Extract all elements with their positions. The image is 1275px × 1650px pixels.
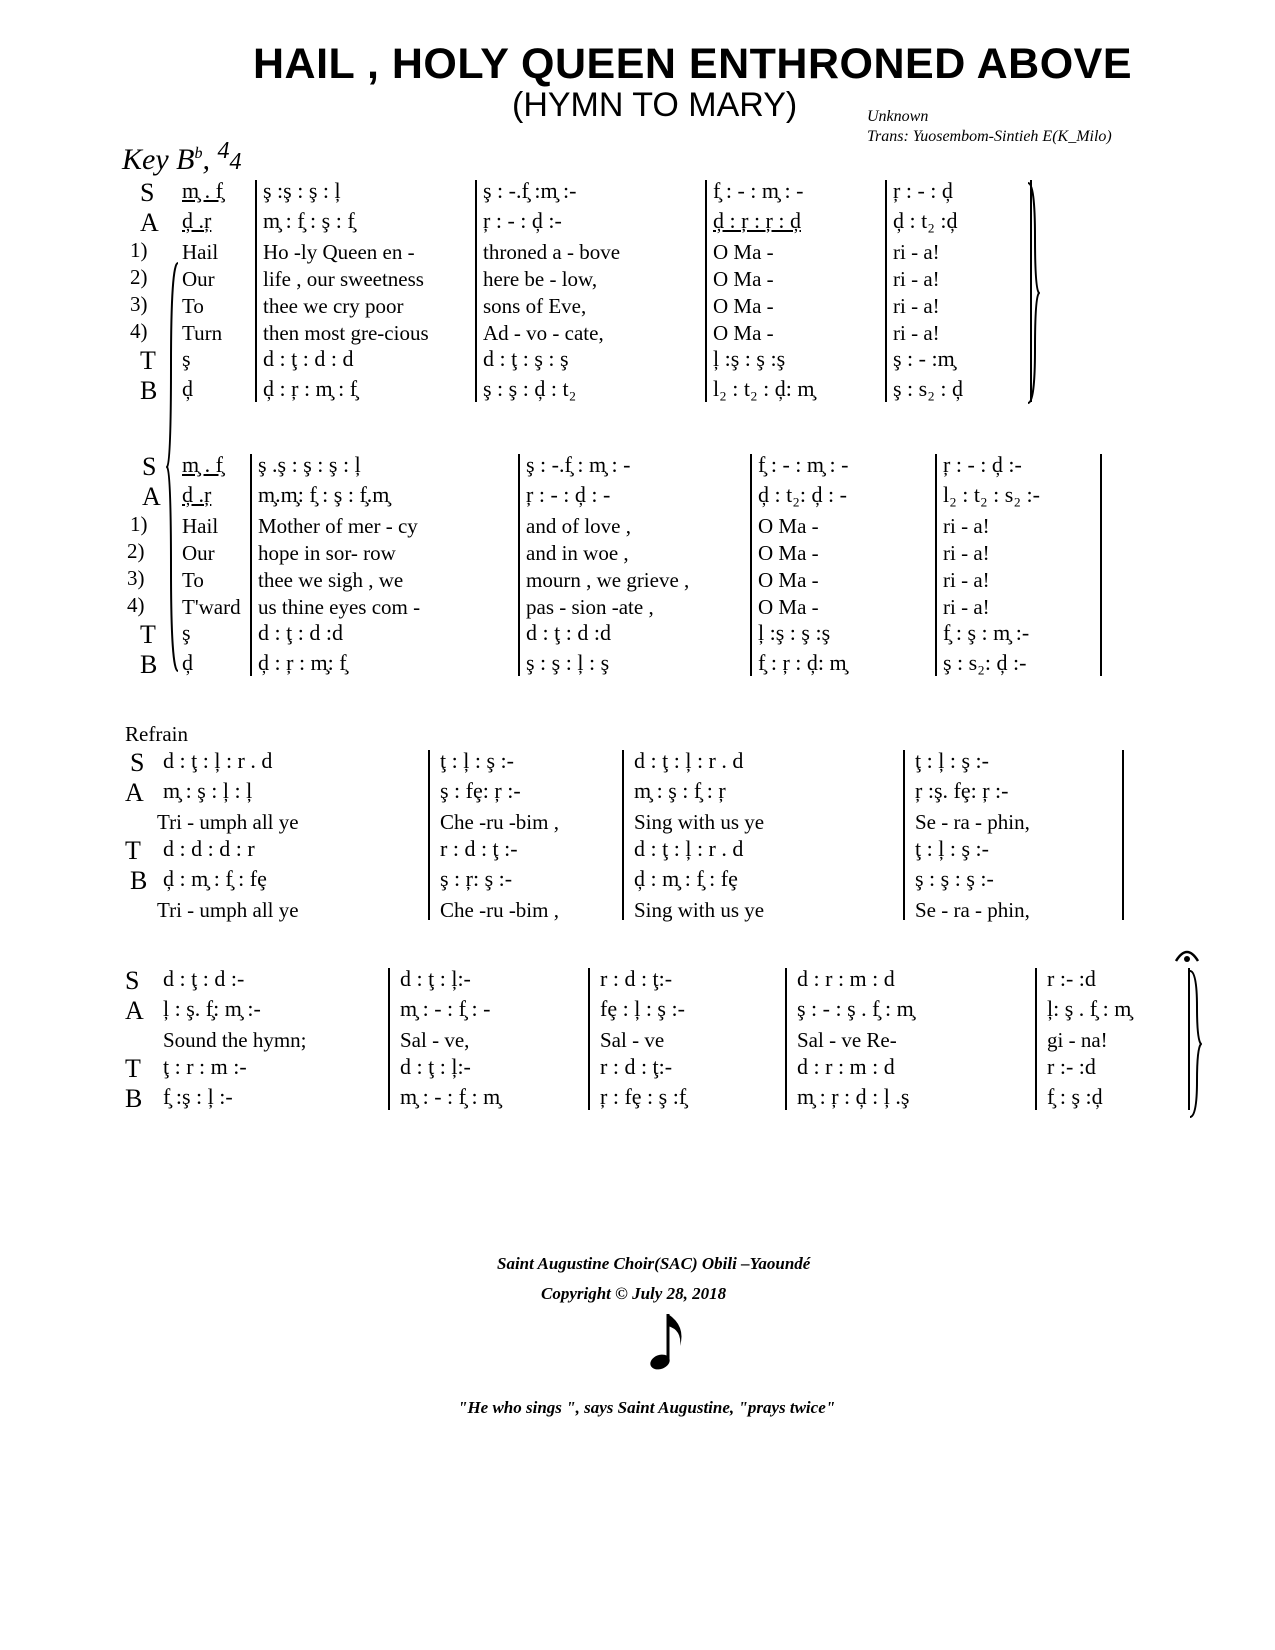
solfa-cell: ļ :ş : ş :ş <box>713 346 786 371</box>
lyric-cell: Se - ra - phin, <box>915 810 1030 834</box>
lyric-cell: ri - a! <box>943 568 990 592</box>
solfa-cell: ḑ .ŗ <box>182 482 212 507</box>
brace-icon <box>1188 970 1202 1118</box>
solfa-cell: ḑ : ŗ : m̧ : f̧ <box>263 376 358 401</box>
part-label: T <box>140 346 156 375</box>
solfa-cell: ş .ş : ş : ş : ļ <box>258 452 361 477</box>
part-label: 2) <box>130 265 148 289</box>
solfa-cell: ḑ : t₂: ḑ : - <box>758 482 847 507</box>
solfa-cell: ş : ş : ļ : ş <box>526 650 610 675</box>
key-signature <box>122 138 241 177</box>
lyric-cell: ri - a! <box>893 267 940 291</box>
key-sep: , <box>202 143 210 176</box>
solfa-cell: ŗ : - : ḑ : - <box>526 482 611 507</box>
solfa-cell: f̧ : ŗ : ḑ: m̧ <box>758 650 847 675</box>
solfa-cell: d : ţ : ļ : r . d <box>634 836 744 861</box>
solfa-cell: r :- :d <box>1047 966 1096 991</box>
solfa-cell: d : ţ : d :d <box>526 620 611 645</box>
solfa-cell: ḑ <box>182 650 193 675</box>
lyric-cell: Our <box>182 541 215 565</box>
solfa-cell: ļ :ş : ş :ş <box>758 620 831 645</box>
solfa-cell: r : d : ţ:- <box>600 1054 673 1079</box>
barline <box>250 454 252 676</box>
part-label: A <box>142 482 161 511</box>
lyric-cell: ri - a! <box>893 321 940 345</box>
solfa-cell: ḑ .ŗ <box>182 208 212 233</box>
solfa-cell: d : r : m : d <box>797 1054 895 1079</box>
solfa-cell: ş <box>182 620 191 645</box>
barline <box>750 454 752 676</box>
barline <box>785 968 787 1110</box>
part-label: S <box>140 178 155 207</box>
end-barline <box>1100 454 1102 676</box>
end-barline <box>1122 750 1124 920</box>
lyric-cell: ri - a! <box>943 541 990 565</box>
solfa-cell: ş : -.f̧ : m̧ : - <box>526 452 631 477</box>
barline <box>885 180 887 402</box>
solfa-cell: m̧ : f̧ : ş : f̧ <box>263 208 355 233</box>
part-label: 3) <box>127 566 145 590</box>
lyric-cell: throned a - bove <box>483 240 621 264</box>
solfa-cell: ş :ş : ş : ļ <box>263 178 341 203</box>
lyric-cell: life , our sweetness <box>263 267 424 291</box>
lyric-cell: T'ward <box>182 595 241 619</box>
translator-credit: Trans: Yuosembom-Sintieh E(K_Milo) <box>867 128 1112 145</box>
lyric-cell: here be - low, <box>483 267 598 291</box>
part-label: A <box>125 996 144 1025</box>
part-label: A <box>125 778 144 807</box>
lyric-cell: Turn <box>182 321 223 345</box>
lyric-cell: sons of Eve, <box>483 294 587 318</box>
solfa-cell: f̧ : - : m̧ : - <box>758 452 849 477</box>
part-label: B <box>125 1084 143 1113</box>
solfa-cell: f̧ : ş :ḑ <box>1047 1084 1103 1109</box>
barline <box>588 968 590 1110</box>
part-label: S <box>125 966 140 995</box>
lyric-cell: Hail <box>182 240 219 264</box>
solfa-cell: ş : s₂: ḑ :- <box>943 650 1027 675</box>
barline <box>428 750 430 920</box>
solfa-cell: d : ţ : ļ:- <box>400 966 471 991</box>
solfa-cell: m̧ : ş : ļ : ļ <box>163 778 253 803</box>
lyric-cell: ri - a! <box>943 595 990 619</box>
lyric-cell: gi - na! <box>1047 1028 1108 1052</box>
lyric-cell: ri - a! <box>893 294 940 318</box>
time-numerator: 4 <box>217 138 230 164</box>
lyric-cell: O Ma - <box>758 595 819 619</box>
lyric-cell: hope in sor- row <box>258 541 396 565</box>
part-label: 4) <box>130 319 148 343</box>
barline <box>475 180 477 402</box>
brace-icon <box>1026 182 1040 404</box>
solfa-cell: ş : s₂ : ḑ <box>893 376 964 401</box>
barline <box>1035 968 1037 1110</box>
key-flat: b <box>194 145 203 162</box>
part-label: T <box>125 1054 141 1083</box>
solfa-cell: m̧ : ŗ : ḑ : ļ .ş <box>797 1084 910 1109</box>
choir-name: Saint Augustine Choir(SAC) Obili –Yaoundé <box>497 1254 811 1273</box>
fermata-icon <box>1174 942 1200 972</box>
solfa-cell: ş : fȩ: ŗ :- <box>440 778 521 803</box>
solfa-cell: m̧ : ş : f̧ : ŗ <box>634 778 726 803</box>
part-label: A <box>140 208 159 237</box>
lyric-cell: mourn , we grieve , <box>526 568 690 592</box>
lyric-cell: pas - sion -ate , <box>526 595 654 619</box>
solfa-cell: ḑ : ŗ : ŗ : ḑ <box>713 208 801 233</box>
lyric-cell: Sound the hymn; <box>163 1028 307 1052</box>
part-label: 1) <box>130 238 148 262</box>
lyric-cell: O Ma - <box>713 321 774 345</box>
solfa-cell: ŗ :ş. fȩ: ŗ :- <box>915 778 1009 803</box>
solfa-cell: ļ: ş . f̧ : m̧ <box>1047 996 1132 1021</box>
solfa-cell: d : d : d : r <box>163 836 255 861</box>
lyric-cell: us thine eyes com - <box>258 595 421 619</box>
lyric-cell: O Ma - <box>758 568 819 592</box>
solfa-cell: d : ţ : ļ : r . d <box>634 748 744 773</box>
solfa-cell: ŗ : fȩ : ş :f̧ <box>600 1084 687 1109</box>
author-credit: Unknown <box>867 108 929 125</box>
lyric-cell: Sal - ve, <box>400 1028 470 1052</box>
hymn-title: HAIL , HOLY QUEEN ENTHRONED ABOVE <box>253 40 1133 88</box>
lyric-cell: Sing with us ye <box>634 810 765 834</box>
lyric-cell: Che -ru -bim , <box>440 810 559 834</box>
lyric-cell: To <box>182 568 204 592</box>
lyric-cell: Hail <box>182 514 219 538</box>
solfa-cell: m̧ : - : f̧ : - <box>400 996 491 1021</box>
barline <box>705 180 707 402</box>
lyric-cell: Sing with us ye <box>634 898 765 922</box>
solfa-cell: ţ : ļ : ş :- <box>915 836 989 861</box>
lyric-cell: Mother of mer - cy <box>258 514 418 538</box>
solfa-cell: ţ : r : m :- <box>163 1054 247 1079</box>
solfa-cell: ş : ŗ: ş :- <box>440 866 513 891</box>
lyric-cell: and of love , <box>526 514 631 538</box>
solfa-cell: ş <box>182 346 191 371</box>
solfa-cell: m̧ : - : f̧ : m̧ <box>400 1084 501 1109</box>
barline <box>935 454 937 676</box>
solfa-cell: r : d : ţ :- <box>440 836 518 861</box>
solfa-cell: ş : - :m̧ <box>893 346 955 371</box>
solfa-cell: ţ : ļ : ş :- <box>915 748 989 773</box>
part-label: B <box>140 376 158 405</box>
lyric-cell: Tri - umph all ye <box>157 898 299 922</box>
solfa-cell: l₂ : t₂ : s₂ :- <box>943 482 1040 507</box>
solfa-cell: ḑ : t₂ :ḑ <box>893 208 958 233</box>
time-denominator: 4 <box>229 149 242 175</box>
part-label: S <box>130 748 145 777</box>
refrain-label: Refrain <box>125 722 188 746</box>
part-label: B <box>130 866 148 895</box>
lyric-cell: To <box>182 294 204 318</box>
lyric-cell: O Ma - <box>758 514 819 538</box>
lyric-cell: ri - a! <box>943 514 990 538</box>
lyric-cell: Ad - vo - cate, <box>483 321 604 345</box>
lyric-cell: Che -ru -bim , <box>440 898 559 922</box>
lyric-cell: thee we cry poor <box>263 294 404 318</box>
solfa-cell: ḑ : m̧ : f̧ : fȩ <box>163 866 267 891</box>
solfa-cell: ļ : ş. f̧: m̧ :- <box>163 996 261 1021</box>
lyric-cell: O Ma - <box>713 267 774 291</box>
augustine-quote: "He who sings ", says Saint Augustine, "prays twice" <box>458 1398 836 1417</box>
barline <box>388 968 390 1110</box>
solfa-cell: f̧ : - : m̧ : - <box>713 178 804 203</box>
part-label: T <box>125 836 141 865</box>
hymn-subtitle: (HYMN TO MARY) <box>512 86 798 124</box>
solfa-cell: ş : ş : ş :- <box>915 866 994 891</box>
solfa-cell: d : ţ : ļ:- <box>400 1054 471 1079</box>
music-note-icon <box>648 1310 688 1377</box>
solfa-cell: m̧.m̧: f̧ : ş : f̧.m̧ <box>258 482 390 507</box>
part-label: B <box>140 650 158 679</box>
lyric-cell: Tri - umph all ye <box>157 810 299 834</box>
solfa-cell: ŗ : - : ḑ <box>893 178 953 203</box>
solfa-cell: ţ : ļ : ş :- <box>440 748 514 773</box>
solfa-cell: ḑ <box>182 376 193 401</box>
barline <box>903 750 905 920</box>
solfa-cell: f̧ :ş : ļ :- <box>163 1084 233 1109</box>
barline <box>622 750 624 920</box>
barline <box>255 180 257 402</box>
lyric-cell: Sal - ve <box>600 1028 665 1052</box>
barline <box>518 454 520 676</box>
lyric-cell: O Ma - <box>713 294 774 318</box>
solfa-cell: ḑ : m̧ : f̧ : fȩ <box>634 866 738 891</box>
part-label: 4) <box>127 593 145 617</box>
copyright: Copyright © July 28, 2018 <box>541 1284 727 1303</box>
solfa-cell: d : ţ : d : d <box>263 346 354 371</box>
solfa-cell: fȩ : ļ : ş :- <box>600 996 685 1021</box>
part-label: 3) <box>130 292 148 316</box>
solfa-cell: f̧ : ş : m̧ :- <box>943 620 1030 645</box>
part-label: 2) <box>127 539 145 563</box>
solfa-cell: m̧ . f̧ <box>182 178 223 203</box>
solfa-cell: m̧ . f̧ <box>182 452 223 477</box>
solfa-cell: r : d : ţ:- <box>600 966 673 991</box>
part-label: S <box>142 452 157 481</box>
solfa-cell: d : ţ : ļ : r . d <box>163 748 273 773</box>
solfa-cell: l₂ : t₂ : ḑ: m̧ <box>713 376 815 401</box>
solfa-cell: ŗ : - : ḑ :- <box>943 452 1022 477</box>
solfa-cell: ŗ : - : ḑ :- <box>483 208 562 233</box>
solfa-cell: ş : ş : ḑ : t₂ <box>483 376 577 401</box>
lyric-cell: Ho -ly Queen en - <box>263 240 415 264</box>
lyric-cell: then most gre-cious <box>263 321 429 345</box>
lyric-cell: Se - ra - phin, <box>915 898 1030 922</box>
solfa-cell: r :- :d <box>1047 1054 1096 1079</box>
lyric-cell: ri - a! <box>893 240 940 264</box>
lyric-cell: O Ma - <box>758 541 819 565</box>
lyric-cell: O Ma - <box>713 240 774 264</box>
solfa-cell: ş : -.f̧ :m̧ :- <box>483 178 577 203</box>
solfa-cell: ş : - : ş . f̧ : m̧ <box>797 996 914 1021</box>
solfa-cell: d : ţ : d :d <box>258 620 343 645</box>
lyric-cell: thee we sigh , we <box>258 568 404 592</box>
part-label: T <box>140 620 156 649</box>
part-label: 1) <box>130 512 148 536</box>
solfa-cell: d : ţ : d :- <box>163 966 245 991</box>
brace-icon <box>166 262 180 672</box>
solfa-cell: d : r : m : d <box>797 966 895 991</box>
lyric-cell: and in woe , <box>526 541 629 565</box>
lyric-cell: Sal - ve Re- <box>797 1028 897 1052</box>
key-prefix: Key B <box>122 143 195 176</box>
solfa-cell: d : ţ : ş : ş <box>483 346 569 371</box>
solfa-cell: ḑ : ŗ : m̧: f̧ <box>258 650 347 675</box>
lyric-cell: Our <box>182 267 215 291</box>
